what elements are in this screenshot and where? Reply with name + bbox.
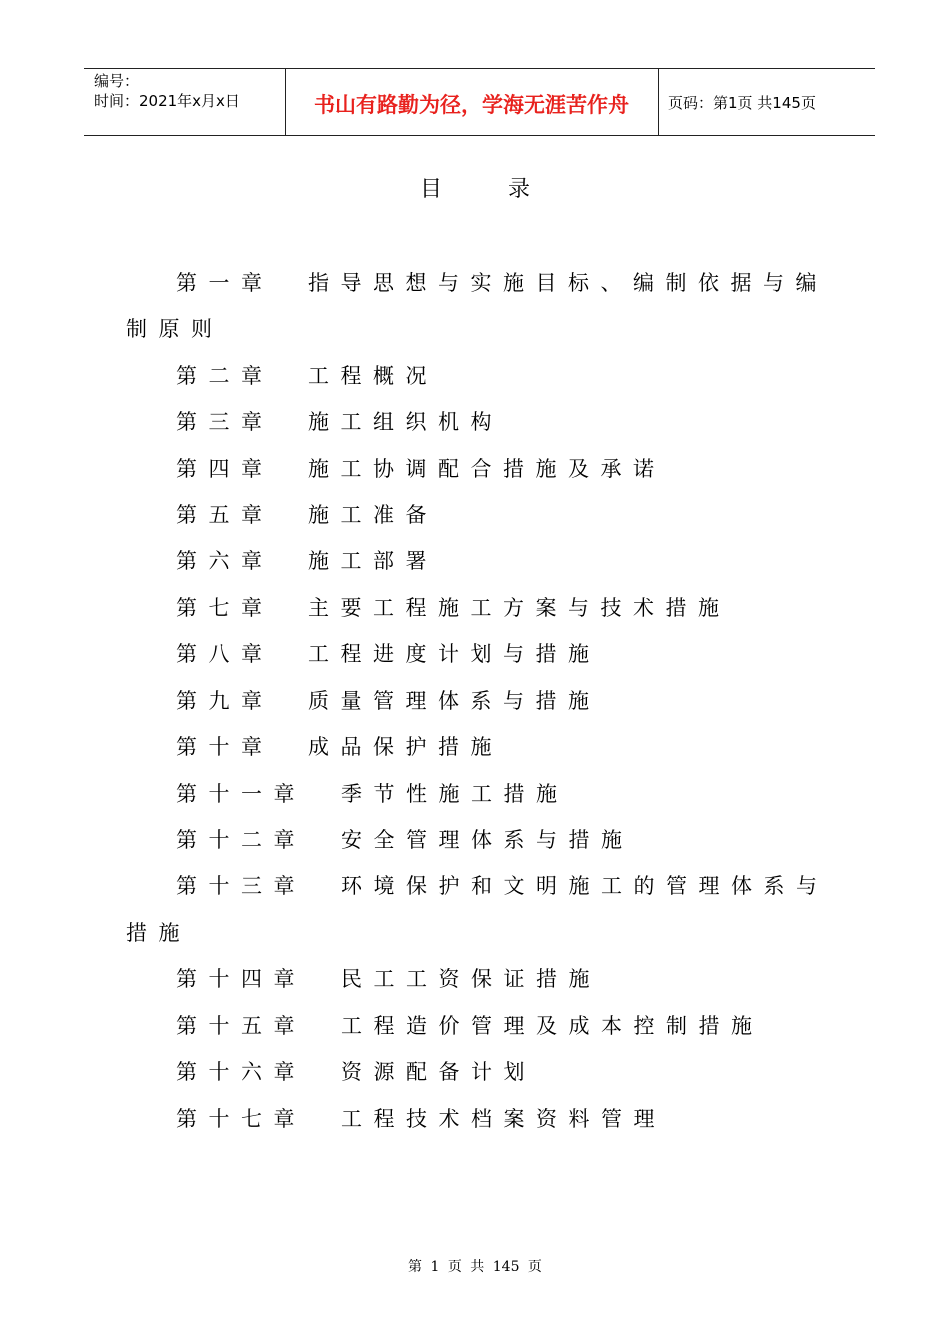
toc-entry-number: 第二章 [176, 364, 274, 388]
toc-entry-title: 季节性施工措施 [341, 782, 569, 806]
toc-entry[interactable] [176, 1057, 536, 1087]
toc-entry-title: 环境保护和文明施工的管理体系与 [341, 874, 829, 898]
header-motto: 书山有路勤为径，学海无涯苦作舟 [314, 93, 629, 117]
toc-entry[interactable] [176, 825, 634, 855]
toc-entry[interactable] [176, 268, 828, 298]
toc-entry-title: 工程技术档案资料管理 [341, 1107, 666, 1131]
toc-entry[interactable] [176, 779, 569, 809]
toc-entry-number: 第十三章 [176, 874, 306, 898]
toc-entry[interactable] [176, 500, 438, 530]
page-header [84, 68, 875, 136]
toc-entry[interactable] [176, 686, 601, 716]
toc-entry-title: 施工协调配合措施及承诺 [308, 457, 666, 481]
toc-entry-number: 第一章 [176, 271, 274, 295]
toc-title-char: 录 [508, 177, 531, 202]
toc-entry[interactable] [176, 546, 438, 576]
toc-title-char: 目 [419, 177, 442, 202]
toc-entry[interactable] [176, 407, 503, 437]
header-page-info: 页码：第1页 共145页 [668, 94, 816, 112]
toc-entry-title: 安全管理体系与措施 [341, 828, 634, 852]
toc-entry-title: 指导思想与实施目标、编制依据与编 [308, 271, 828, 295]
page-footer: 第 1 页 共 145 页 [408, 1259, 542, 1275]
toc-entry-title: 工程概况 [308, 364, 438, 388]
toc-title [0, 176, 950, 204]
toc-entry-title: 资源配备计划 [341, 1060, 536, 1084]
toc-entry-number: 第十七章 [176, 1107, 306, 1131]
toc-entry[interactable] [176, 1104, 666, 1134]
toc-entry[interactable] [176, 639, 601, 669]
toc-entry-number: 第六章 [176, 549, 274, 573]
toc-entry-number: 第十一章 [176, 782, 306, 806]
document-number-label: 编号： [94, 72, 140, 90]
toc-entry-number: 第十二章 [176, 828, 306, 852]
toc-entry-number: 第三章 [176, 410, 274, 434]
toc-entry[interactable] [176, 871, 829, 901]
toc-entry[interactable] [176, 454, 666, 484]
toc-entry-title: 成品保护措施 [308, 735, 503, 759]
toc-entry-number: 第十六章 [176, 1060, 306, 1084]
toc-entry-continuation: 制原则 [126, 317, 224, 341]
toc-entry[interactable] [176, 1011, 764, 1041]
header-meta [94, 71, 240, 111]
toc-entry-number: 第十四章 [176, 967, 306, 991]
toc-entry[interactable] [176, 732, 503, 762]
toc-entry-number: 第四章 [176, 457, 274, 481]
toc-entry-title: 质量管理体系与措施 [308, 689, 601, 713]
toc-entry[interactable] [176, 593, 731, 623]
document-date-label: 时间：2021年x月x日 [94, 92, 240, 110]
toc-entry-number: 第十章 [176, 735, 274, 759]
toc-entry-number: 第五章 [176, 503, 274, 527]
toc-entry-number: 第七章 [176, 596, 274, 620]
toc-entry[interactable] [176, 964, 601, 994]
toc-entry-title: 施工部署 [308, 549, 438, 573]
toc-entry-continuation: 措施 [126, 921, 191, 945]
toc-entry-number: 第八章 [176, 642, 274, 666]
toc-entry-number: 第九章 [176, 689, 274, 713]
toc-entry-number: 第十五章 [176, 1014, 306, 1038]
toc-entry-title: 工程进度计划与措施 [308, 642, 601, 666]
toc-entry-title: 施工准备 [308, 503, 438, 527]
toc-entry-title: 主要工程施工方案与技术措施 [308, 596, 731, 620]
toc-entry-title: 民工工资保证措施 [341, 967, 601, 991]
toc-entry-title: 工程造价管理及成本控制措施 [341, 1014, 764, 1038]
header-divider [658, 69, 659, 135]
toc-entry[interactable] [176, 361, 438, 391]
toc-entry-title: 施工组织机构 [308, 410, 503, 434]
